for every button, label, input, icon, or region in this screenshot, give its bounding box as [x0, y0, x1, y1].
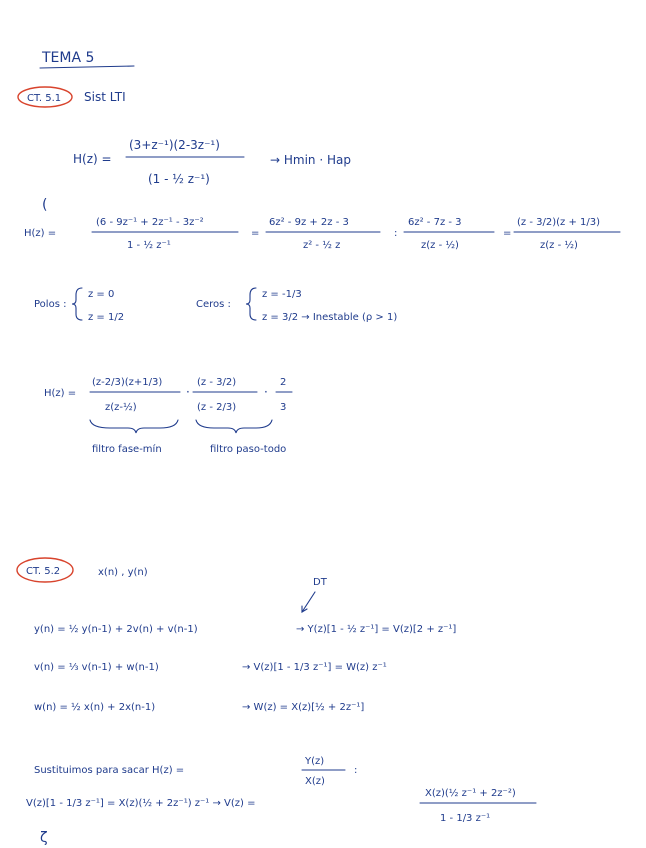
section-1-tag: CT. 5.1 — [27, 93, 62, 104]
expansion-2-denominator: z² - ½ z — [303, 240, 341, 251]
hz-label: H(z) = — [73, 152, 112, 166]
equals-1: = — [251, 228, 260, 239]
equation-w-z: → W(z) = X(z)[½ + 2z⁻¹] — [242, 702, 365, 713]
section-1-heading: Sist LTI — [84, 90, 126, 104]
factor-2-numerator: (z - 3/2) — [197, 377, 237, 388]
dt-arrow — [302, 592, 315, 612]
page-title: TEMA 5 — [42, 50, 95, 66]
zeros-label: Ceros : — [196, 299, 231, 310]
section-2-tag: CT. 5.2 — [26, 566, 61, 577]
all-pass-label: filtro paso-todo — [210, 444, 287, 455]
product-dot-1: · — [186, 385, 190, 399]
equals-2: : — [394, 228, 398, 239]
hz-decomposition: → Hmin · Hap — [270, 153, 351, 167]
expansion-4-numerator: (z - 3/2)(z + 1/3) — [517, 217, 600, 228]
v-substitution: V(z)[1 - 1/3 z⁻¹] = X(z)(½ + 2z⁻¹) z⁻¹ → V(z) = — [26, 798, 256, 809]
factor-1-numerator: (z-2/3)(z+1/3) — [92, 377, 163, 388]
expansion-3-denominator: z(z - ½) — [421, 240, 459, 251]
transfer-denominator: X(z) — [305, 776, 325, 787]
hz-numerator: (3+z⁻¹)(2-3z⁻¹) — [129, 138, 220, 152]
factor-2-denominator: (z - 2/3) — [197, 402, 237, 413]
min-phase-underbrace — [90, 420, 178, 433]
equation-y: y(n) = ½ y(n-1) + 2v(n) + v(n-1) — [34, 624, 198, 635]
expansion-2-numerator: 6z² - 9z + 2z - 3 — [269, 217, 349, 228]
expansion-1-denominator: 1 - ½ z⁻¹ — [127, 240, 171, 251]
step-mark: ( — [42, 197, 48, 213]
step-mark-2: ζ — [40, 830, 48, 846]
dt-note: DT — [313, 577, 327, 588]
zeros-brace — [246, 288, 256, 320]
hz-denominator: (1 - ½ z⁻¹) — [148, 172, 210, 186]
factor-3-numerator: 2 — [280, 377, 287, 388]
equals-3: = — [503, 228, 512, 239]
factorization-label: H(z) = — [44, 388, 77, 399]
expansion-4-denominator: z(z - ½) — [540, 240, 578, 251]
product-dot-2: · — [264, 385, 268, 399]
transfer-numerator: Y(z) — [305, 756, 325, 767]
all-pass-underbrace — [196, 420, 272, 433]
section-2-signals: x(n) , y(n) — [98, 567, 148, 578]
poles-brace — [72, 288, 82, 320]
v-numerator: X(z)(½ z⁻¹ + 2z⁻²) — [425, 788, 516, 799]
factor-3-denominator: 3 — [280, 402, 287, 413]
zero-2: z = 3/2 → Inestable (ρ > 1) — [262, 312, 398, 323]
factor-1-denominator: z(z-½) — [105, 402, 137, 413]
pole-1: z = 0 — [88, 289, 115, 300]
substitution-text: Sustituimos para sacar H(z) = — [34, 765, 185, 776]
equation-v-z: → V(z)[1 - 1/3 z⁻¹] = W(z) z⁻¹ — [242, 662, 387, 673]
pole-2: z = 1/2 — [88, 312, 125, 323]
equation-v: v(n) = ⅓ v(n-1) + w(n-1) — [34, 662, 159, 673]
title-underline — [40, 66, 134, 68]
min-phase-label: filtro fase-mín — [92, 444, 162, 455]
expansion-1-numerator: (6 - 9z⁻¹ + 2z⁻¹ - 3z⁻² — [96, 217, 204, 228]
zero-1: z = -1/3 — [262, 289, 302, 300]
v-denominator: 1 - 1/3 z⁻¹ — [440, 813, 491, 824]
equation-y-z: → Y(z)[1 - ½ z⁻¹] = V(z)[2 + z⁻¹] — [296, 624, 457, 635]
equation-w: w(n) = ½ x(n) + 2x(n-1) — [34, 702, 156, 713]
poles-label: Polos : — [34, 299, 67, 310]
transfer-colon: : — [354, 765, 358, 776]
expansion-3-numerator: 6z² - 7z - 3 — [408, 217, 462, 228]
expansion-label: H(z) = — [24, 228, 57, 239]
